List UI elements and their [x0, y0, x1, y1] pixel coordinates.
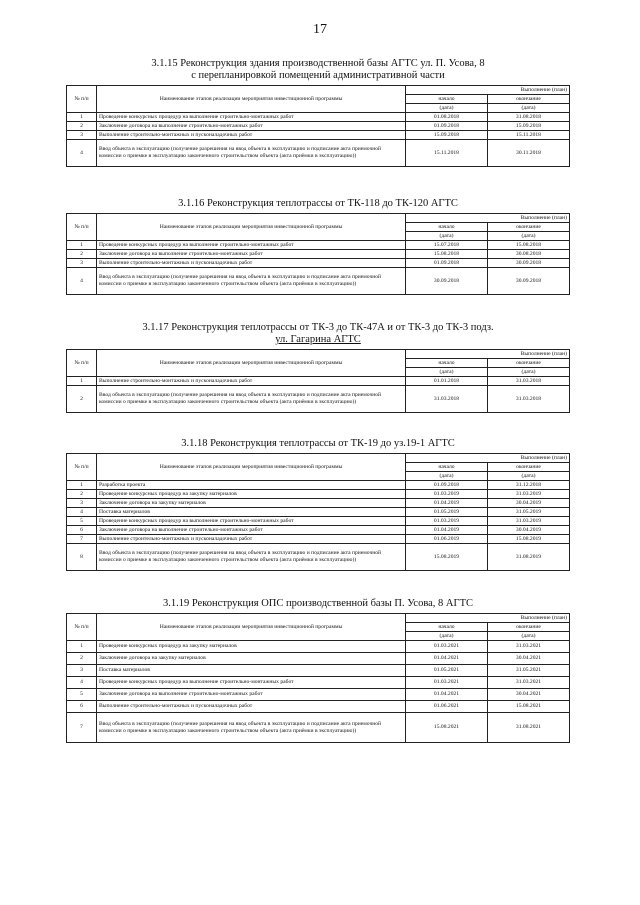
table-row — [67, 131, 570, 140]
row-end-date: 31.03.2018 — [488, 386, 570, 413]
table-row — [67, 490, 570, 499]
row-start-date: 01.06.2019 — [406, 535, 488, 544]
row-end-date: 31.08.2018 — [488, 113, 570, 122]
row-number: 3 — [67, 131, 97, 140]
header-end: окончание — [488, 463, 570, 472]
row-end-date: 15.08.2021 — [488, 701, 570, 713]
row-number: 5 — [67, 517, 97, 526]
section-title — [66, 322, 570, 346]
row-end-date: 30.04.2021 — [488, 689, 570, 701]
row-stage: Ввод объекта в эксплуатацию (получение разрешения на ввод объекта в эксплуатацию и подписание акта приемочной комиссии о приемке в эксплуатацию законченного строительством объекта (акта приёмки в эксплуатацию)) — [97, 268, 406, 295]
row-stage: Выполнение строительно-монтажных и пусконаладочных работ — [97, 131, 406, 140]
row-stage: Заключение договора на закупку материалов — [97, 653, 406, 665]
table-row — [67, 689, 570, 701]
row-end-date: 30.08.2018 — [488, 250, 570, 259]
section-title — [66, 438, 570, 450]
section-title-text: 3.1.18 Реконструкция теплотрассы от ТК-19 до уз.19-1 АГТС — [181, 438, 455, 449]
row-end-date: 30.04.2019 — [488, 526, 570, 535]
row-number: 7 — [67, 713, 97, 743]
row-number: 2 — [67, 250, 97, 259]
section-title-text: 3.1.15 Реконструкция здания производственной базы АГТС ул. П. Усова, 8 — [151, 58, 485, 69]
row-end-date: 30.04.2019 — [488, 499, 570, 508]
row-end-date: 15.11.2018 — [488, 131, 570, 140]
row-number: 1 — [67, 481, 97, 490]
row-number: 4 — [67, 268, 97, 295]
row-start-date: 15.08.2021 — [406, 713, 488, 743]
header-start-unit: (дата) — [406, 472, 488, 481]
schedule-table — [66, 349, 570, 413]
header-start-unit: (дата) — [406, 368, 488, 377]
header-num: № п/п — [67, 454, 97, 481]
row-end-date: 31.05.2019 — [488, 508, 570, 517]
row-end-date: 15.08.2019 — [488, 535, 570, 544]
row-start-date: 01.03.2021 — [406, 641, 488, 653]
header-plan: Выполнение (план) — [406, 454, 570, 463]
row-stage: Заключение договора на выполнение строительно-монтажных работ — [97, 250, 406, 259]
row-stage: Ввод объекта в эксплуатацию (получение разрешения на ввод объекта в эксплуатацию и подписание акта приемочной комиссии о приемке в эксплуатацию законченного строительством объекта (акта приёмки в эксплуатацию)) — [97, 544, 406, 571]
table-row — [67, 250, 570, 259]
row-start-date: 01.04.2019 — [406, 526, 488, 535]
table-row — [67, 665, 570, 677]
header-end-unit: (дата) — [488, 104, 570, 113]
row-start-date: 15.09.2018 — [406, 131, 488, 140]
row-stage: Проведение конкурсных процедур на выполнение строительно-монтажных работ — [97, 113, 406, 122]
section-1 — [66, 58, 570, 167]
row-number: 1 — [67, 641, 97, 653]
row-number: 3 — [67, 665, 97, 677]
row-number: 2 — [67, 490, 97, 499]
row-stage: Ввод объекта в эксплуатацию (получение разрешения на ввод объекта в эксплуатацию и подписание акта приемочной комиссии о приемке в эксплуатацию законченного строительством объекта (акта приёмки в эксплуатацию)) — [97, 386, 406, 413]
header-stage: Наименование этапов реализации мероприятия инвестиционной программы — [97, 86, 406, 113]
row-end-date: 31.03.2021 — [488, 641, 570, 653]
row-number: 3 — [67, 499, 97, 508]
section-title-text: 3.1.16 Реконструкция теплотрассы от ТК-118 до ТК-120 АГТС — [178, 198, 458, 209]
row-start-date: 01.03.2019 — [406, 490, 488, 499]
row-end-date: 31.03.2019 — [488, 517, 570, 526]
row-start-date: 30.09.2018 — [406, 268, 488, 295]
row-stage: Заключение договора на выполнение строительно-монтажных работ — [97, 122, 406, 131]
section-2 — [66, 198, 570, 295]
row-stage: Заключение договора на выполнение строительно-монтажных работ — [97, 689, 406, 701]
row-number: 4 — [67, 508, 97, 517]
header-num: № п/п — [67, 614, 97, 641]
row-end-date: 31.03.2021 — [488, 677, 570, 689]
row-end-date: 31.05.2021 — [488, 665, 570, 677]
row-end-date: 31.03.2019 — [488, 490, 570, 499]
row-stage: Проведение конкурсных процедур на закупку материалов — [97, 641, 406, 653]
table-row — [67, 653, 570, 665]
header-end: окончание — [488, 359, 570, 368]
section-title-text: 3.1.19 Реконструкция ОПС производственной базы П. Усова, 8 АГТС — [162, 598, 474, 609]
table-row — [67, 140, 570, 167]
page-number: 17 — [313, 22, 327, 37]
schedule-table — [66, 613, 570, 743]
table-row — [67, 113, 570, 122]
row-end-date: 30.11.2018 — [488, 140, 570, 167]
row-start-date: 01.09.2018 — [406, 122, 488, 131]
row-start-date: 01.03.2021 — [406, 677, 488, 689]
table-row — [67, 701, 570, 713]
row-number: 6 — [67, 701, 97, 713]
row-start-date: 15.07.2018 — [406, 241, 488, 250]
row-start-date: 15.08.2018 — [406, 250, 488, 259]
header-stage: Наименование этапов реализации мероприятия инвестиционной программы — [97, 350, 406, 377]
row-stage: Заключение договора на выполнение строительно-монтажных работ — [97, 526, 406, 535]
row-start-date: 01.09.2018 — [406, 259, 488, 268]
row-number: 7 — [67, 535, 97, 544]
table-row — [67, 544, 570, 571]
header-plan: Выполнение (план) — [406, 350, 570, 359]
row-stage: Проведение конкурсных процедур на выполнение строительно-монтажных работ — [97, 517, 406, 526]
row-stage: Разработка проекта — [97, 481, 406, 490]
row-start-date: 01.05.2019 — [406, 508, 488, 517]
row-start-date: 01.09.2018 — [406, 481, 488, 490]
schedule-table — [66, 453, 570, 571]
row-end-date: 15.09.2018 — [488, 122, 570, 131]
section-4 — [66, 438, 570, 571]
table-row — [67, 677, 570, 689]
header-end: окончание — [488, 95, 570, 104]
table-row — [67, 386, 570, 413]
row-number: 5 — [67, 689, 97, 701]
row-stage: Поставка материалов — [97, 665, 406, 677]
row-end-date: 15.08.2018 — [488, 241, 570, 250]
table-row — [67, 517, 570, 526]
header-num: № п/п — [67, 214, 97, 241]
header-end: окончание — [488, 223, 570, 232]
row-end-date: 30.09.2018 — [488, 259, 570, 268]
row-end-date: 30.09.2018 — [488, 268, 570, 295]
header-start: начало — [406, 359, 488, 368]
table-row — [67, 508, 570, 517]
row-number: 1 — [67, 113, 97, 122]
row-end-date: 30.04.2021 — [488, 653, 570, 665]
header-start-unit: (дата) — [406, 104, 488, 113]
row-stage: Выполнение строительно-монтажных и пусконаладочных работ — [97, 377, 406, 386]
row-end-date: 31.08.2019 — [488, 544, 570, 571]
table-row — [67, 499, 570, 508]
table-row — [67, 713, 570, 743]
table-row — [67, 241, 570, 250]
row-number: 1 — [67, 377, 97, 386]
row-start-date: 15.08.2019 — [406, 544, 488, 571]
header-start: начало — [406, 95, 488, 104]
row-start-date: 01.08.2018 — [406, 113, 488, 122]
row-stage: Проведение конкурсных процедур на закупку материалов — [97, 490, 406, 499]
section-title — [66, 198, 570, 210]
table-row — [67, 535, 570, 544]
section-title-text: 3.1.17 Реконструкция теплотрассы от ТК-3 до ТК-47А и от ТК-3 до ТК-3 подз. — [142, 322, 494, 333]
row-stage: Проведение конкурсных процедур на выполнение строительно-монтажных работ — [97, 677, 406, 689]
section-title — [66, 598, 570, 610]
row-stage: Проведение конкурсных процедур на выполнение строительно-монтажных работ — [97, 241, 406, 250]
row-number: 6 — [67, 526, 97, 535]
row-number: 1 — [67, 241, 97, 250]
row-start-date: 31.03.2018 — [406, 386, 488, 413]
row-stage: Поставка материалов — [97, 508, 406, 517]
section-5 — [66, 598, 570, 743]
row-start-date: 01.01.2018 — [406, 377, 488, 386]
header-start: начало — [406, 623, 488, 632]
header-stage: Наименование этапов реализации мероприятия инвестиционной программы — [97, 454, 406, 481]
header-end-unit: (дата) — [488, 232, 570, 241]
header-stage: Наименование этапов реализации мероприятия инвестиционной программы — [97, 614, 406, 641]
header-plan: Выполнение (план) — [406, 614, 570, 623]
header-start-unit: (дата) — [406, 232, 488, 241]
section-subtitle: с перепланировкой помещений административной части — [191, 70, 445, 81]
row-start-date: 15.11.2018 — [406, 140, 488, 167]
row-end-date: 31.03.2018 — [488, 377, 570, 386]
header-start-unit: (дата) — [406, 632, 488, 641]
table-row — [67, 268, 570, 295]
header-num: № п/п — [67, 86, 97, 113]
header-end-unit: (дата) — [488, 632, 570, 641]
row-start-date: 01.04.2021 — [406, 653, 488, 665]
header-start: начало — [406, 463, 488, 472]
row-end-date: 31.08.2021 — [488, 713, 570, 743]
schedule-table — [66, 85, 570, 167]
header-end-unit: (дата) — [488, 368, 570, 377]
header-stage: Наименование этапов реализации мероприятия инвестиционной программы — [97, 214, 406, 241]
table-row — [67, 259, 570, 268]
row-start-date: 01.06.2021 — [406, 701, 488, 713]
header-plan: Выполнение (план) — [406, 86, 570, 95]
row-number: 4 — [67, 677, 97, 689]
row-stage: Выполнение строительно-монтажных и пусконаладочных работ — [97, 701, 406, 713]
row-number: 4 — [67, 140, 97, 167]
row-number: 2 — [67, 122, 97, 131]
row-stage: Ввод объекта в эксплуатацию (получение разрешения на ввод объекта в эксплуатацию и подписание акта приемочной комиссии о приемке в эксплуатацию законченного строительством объекта (акта приёмки в эксплуатацию)) — [97, 140, 406, 167]
table-row — [67, 122, 570, 131]
row-start-date: 01.05.2021 — [406, 665, 488, 677]
row-stage: Выполнение строительно-монтажных и пусконаладочных работ — [97, 535, 406, 544]
section-title — [66, 58, 570, 82]
row-number: 2 — [67, 653, 97, 665]
header-num: № п/п — [67, 350, 97, 377]
table-row — [67, 641, 570, 653]
header-end: окончание — [488, 623, 570, 632]
header-end-unit: (дата) — [488, 472, 570, 481]
table-row — [67, 377, 570, 386]
row-start-date: 01.03.2019 — [406, 517, 488, 526]
schedule-table — [66, 213, 570, 295]
row-stage: Ввод объекта в эксплуатацию (получение разрешения на ввод объекта в эксплуатацию и подписание акта приемочной комиссии о приемке в эксплуатацию законченного строительством объекта (акта приёмки в эксплуатацию)) — [97, 713, 406, 743]
row-number: 2 — [67, 386, 97, 413]
table-row — [67, 526, 570, 535]
row-start-date: 01.04.2019 — [406, 499, 488, 508]
section-3 — [66, 322, 570, 413]
row-start-date: 01.04.2021 — [406, 689, 488, 701]
header-plan: Выполнение (план) — [406, 214, 570, 223]
row-stage: Заключение договора на закупку материалов — [97, 499, 406, 508]
row-number: 3 — [67, 259, 97, 268]
table-row — [67, 481, 570, 490]
row-number: 8 — [67, 544, 97, 571]
row-end-date: 31.12.2018 — [488, 481, 570, 490]
row-stage: Выполнение строительно-монтажных и пусконаладочных работ — [97, 259, 406, 268]
header-start: начало — [406, 223, 488, 232]
section-subtitle: ул. Гагарина АГТС — [275, 334, 361, 345]
